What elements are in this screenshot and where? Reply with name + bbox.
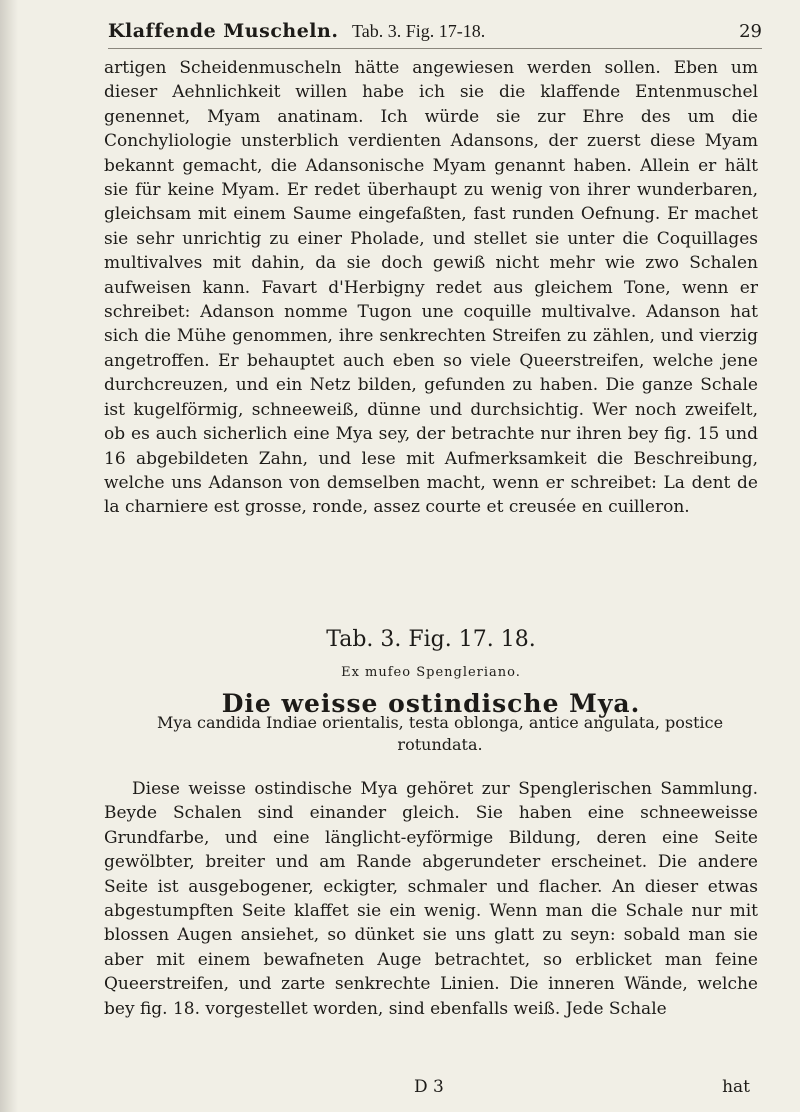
species-title: Die weisse ostindische Mya. bbox=[221, 689, 641, 718]
latin-description: Mya candida Indiae orientalis, testa oblonga, antice angulata, postice rotundata. bbox=[156, 713, 724, 754]
paragraph-2-text: Diese weisse ostindische Mya gehöret zur Spenglerischen Sammlung. Beyde Schalen sind einander gleich. Sie haben eine schneeweisse Grundfarbe, und eine länglicht-eyförmige Bildung, deren eine Seite gewölbter, breiter und am Rande abgerundeter erscheinet. Die andere Seite ist ausgebogener, eckigter, schmaler und flacher. An dieser etwas abgestumpften Seite klaffet sie ein wenig. Wenn man die Schale nur mit blossen Augen ansiehet, so dünket sie uns glatt zu seyn: sobald man sie aber mit einem bewafneten Auge betrachtet, so erblicket man feine Queerstreifen, und zarte senkrechte Linien. Die inneren Wände, welche bey fig. 18. vorgestellet worden, sind ebenfalls weiß. Jede Schale bbox=[104, 779, 758, 1019]
page-footer bbox=[104, 1077, 758, 1103]
figure-caption bbox=[104, 625, 758, 721]
running-title: Klaffende Muscheln. bbox=[108, 20, 339, 42]
caption-plate-line: Tab. 3. Fig. 17. 18. bbox=[326, 627, 536, 652]
plate-reference: Tab. 3. Fig. 17-18. bbox=[352, 21, 486, 41]
catchword: hat bbox=[722, 1077, 750, 1097]
header-rule bbox=[108, 48, 762, 49]
paragraph-1 bbox=[104, 56, 758, 520]
paragraph-2 bbox=[104, 777, 758, 1021]
paragraph-1-text: artigen Scheidenmuscheln hätte angewiesen werden sollen. Eben um dieser Aehnlichkeit willen habe ich sie die klaffende Entenmuschel genennet, Myam anatinam. Ich würde sie zur Ehre des um die Conchyliologie unsterblich verdienten Adansons, der zuerst diese Myam bekannt gemacht, die Adansonische Myam genannt haben. Allein er hält sie für keine Myam. Er redet überhaupt zu wenig von ihrer wunderbaren, gleichsam mit einem Saume eingefaßten, fast runden Oefnung. Er machet sie sehr unrichtig zu einer Pholade, und stellet sie unter die Coquillages multivalves mit dahin, da sie doch gewiß nicht mehr wie zwo Schalen aufweisen kann. Favart d'Herbigny redet aus gleichem Tone, wenn er schreibet: Adanson nomme Tugon une coquille multivalve. Adanson hat sich die Mühe genommen, ihre senkrechten Streifen zu zählen, und vierzig angetroffen. Er behauptet auch eben so viele Queerstreifen, welche jene durchcreuzen, und ein Netz bilden, gefunden zu haben. Die ganze Schale ist kugelförmig, schneeweiß, dünne und durchsichtig. Wer noch zweifelt, ob es auch sicherlich eine Mya sey, der betrachte nur ihren bey fig. 15 und 16 abgebildeten Zahn, und lese mit Aufmerksamkeit die Beschreibung, welche uns Adanson von demselben macht, wenn er schreibet: La dent de la charniere est grosse, ronde, assez courte et creusée en cuilleron. bbox=[104, 58, 758, 518]
signature-mark: D 3 bbox=[414, 1077, 444, 1097]
caption-museum-line: Ex mufeo Spengleriano. bbox=[341, 665, 521, 680]
page-header bbox=[108, 14, 762, 48]
page-number: 29 bbox=[739, 21, 762, 42]
page-edge-shadow bbox=[0, 0, 18, 1112]
